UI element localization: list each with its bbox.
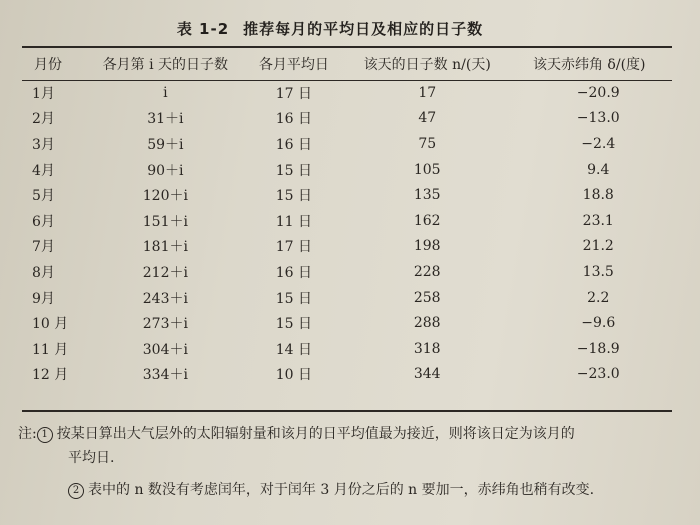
cell-avg-day: 11 日 bbox=[275, 213, 313, 230]
cell-day-formula: 90＋i bbox=[147, 162, 184, 179]
table-row bbox=[22, 157, 672, 183]
header-avg-day: 各月平均日 bbox=[258, 57, 329, 73]
table-row bbox=[22, 285, 672, 311]
note-2 bbox=[18, 478, 678, 502]
header-declination: 该天赤纬角 δ/(度) bbox=[532, 57, 646, 73]
cell-month: 12 月 bbox=[32, 367, 69, 384]
cell-avg-day: 10 日 bbox=[275, 367, 313, 384]
cell-declination: −18.9 bbox=[576, 340, 620, 357]
note-2-marker: 2 bbox=[68, 483, 84, 499]
cell-declination: 21.2 bbox=[582, 238, 614, 255]
cell-declination: 2.2 bbox=[587, 289, 610, 306]
cell-day-formula: 120＋i bbox=[142, 188, 188, 205]
cell-declination: 13.5 bbox=[582, 263, 614, 280]
table-row bbox=[22, 131, 672, 157]
cell-day-formula: 59＋i bbox=[147, 136, 184, 153]
table-row bbox=[22, 259, 672, 285]
cell-day-number: 17 bbox=[418, 84, 437, 101]
cell-month: 4月 bbox=[32, 162, 55, 179]
note-1 bbox=[18, 422, 678, 470]
cell-day-formula: 212＋i bbox=[142, 264, 188, 281]
cell-month: 2月 bbox=[32, 111, 55, 128]
cell-avg-day: 15 日 bbox=[275, 316, 313, 333]
table-row bbox=[22, 80, 672, 106]
cell-declination: −23.0 bbox=[576, 366, 620, 383]
table-title bbox=[0, 18, 660, 39]
note-1-line-1: 按某日算出大气层外的太阳辐射量和该月的日平均值最为接近，则将该日定为该月的 bbox=[56, 426, 575, 442]
note-1-line-2: 平均日. bbox=[68, 450, 115, 466]
table-row bbox=[22, 182, 672, 208]
cell-month: 8月 bbox=[32, 264, 55, 281]
notes-label: 注: bbox=[18, 426, 37, 442]
cell-day-formula: 181＋i bbox=[142, 239, 188, 256]
cell-avg-day: 16 日 bbox=[275, 136, 313, 153]
cell-avg-day: 14 日 bbox=[275, 341, 313, 358]
cell-day-number: 105 bbox=[413, 161, 441, 178]
cell-declination: −13.0 bbox=[576, 110, 620, 127]
cell-day-formula: i bbox=[163, 84, 168, 101]
cell-day-formula: 151＋i bbox=[142, 213, 188, 230]
table-number: 表 1-2 bbox=[176, 20, 230, 38]
cell-day-formula: 304＋i bbox=[142, 341, 188, 358]
cell-month: 1月 bbox=[32, 85, 55, 102]
cell-declination: −2.4 bbox=[581, 135, 616, 152]
cell-month: 10 月 bbox=[32, 316, 69, 333]
cell-month: 5月 bbox=[32, 188, 55, 205]
cell-day-number: 228 bbox=[413, 263, 441, 280]
cell-month: 9月 bbox=[32, 290, 55, 307]
cell-avg-day: 16 日 bbox=[275, 111, 313, 128]
table-row bbox=[22, 106, 672, 132]
cell-day-number: 318 bbox=[413, 340, 441, 357]
cell-day-number: 162 bbox=[413, 212, 441, 229]
header-day-number: 该天的日子数 n/(天) bbox=[363, 57, 491, 73]
cell-declination: 23.1 bbox=[582, 212, 614, 229]
cell-day-number: 47 bbox=[418, 110, 437, 127]
cell-day-number: 344 bbox=[413, 366, 441, 383]
cell-month: 7月 bbox=[32, 239, 55, 256]
cell-day-number: 288 bbox=[413, 315, 441, 332]
cell-declination: −20.9 bbox=[576, 84, 620, 101]
table-notes bbox=[18, 422, 678, 502]
cell-day-formula: 243＋i bbox=[142, 290, 188, 307]
cell-day-number: 135 bbox=[413, 187, 441, 204]
table-title-text: 推荐每月的平均日及相应的日子数 bbox=[243, 20, 484, 38]
cell-avg-day: 16 日 bbox=[275, 264, 313, 281]
cell-month: 11 月 bbox=[32, 341, 69, 358]
header-day-formula: 各月第 i 天的日子数 bbox=[102, 57, 229, 73]
cell-month: 3月 bbox=[32, 136, 55, 153]
cell-avg-day: 15 日 bbox=[275, 162, 313, 179]
cell-avg-day: 17 日 bbox=[275, 239, 313, 256]
cell-avg-day: 17 日 bbox=[275, 85, 313, 102]
table-row bbox=[22, 310, 672, 336]
table-body bbox=[22, 80, 672, 387]
cell-day-formula: 273＋i bbox=[142, 316, 188, 333]
table-header-row bbox=[22, 48, 672, 80]
note-1-marker: 1 bbox=[37, 427, 53, 443]
table-row bbox=[22, 208, 672, 234]
cell-month: 6月 bbox=[32, 213, 55, 230]
table-row bbox=[22, 234, 672, 260]
cell-day-number: 198 bbox=[413, 238, 441, 255]
cell-day-number: 258 bbox=[413, 289, 441, 306]
cell-day-formula: 334＋i bbox=[142, 367, 188, 384]
table-row bbox=[22, 336, 672, 362]
cell-declination: −9.6 bbox=[581, 315, 616, 332]
cell-declination: 18.8 bbox=[582, 187, 614, 204]
table-bottom-rule bbox=[22, 410, 672, 412]
data-table bbox=[22, 48, 672, 387]
cell-day-number: 75 bbox=[418, 135, 437, 152]
cell-declination: 9.4 bbox=[587, 161, 610, 178]
header-month: 月份 bbox=[34, 57, 62, 73]
note-2-text: 表中的 n 数没有考虑闰年，对于闰年 3 月份之后的 n 要加一，赤纬角也稍有改变. bbox=[88, 482, 595, 498]
table-row bbox=[22, 362, 672, 388]
cell-day-formula: 31＋i bbox=[147, 111, 184, 128]
cell-avg-day: 15 日 bbox=[275, 290, 313, 307]
cell-avg-day: 15 日 bbox=[275, 188, 313, 205]
